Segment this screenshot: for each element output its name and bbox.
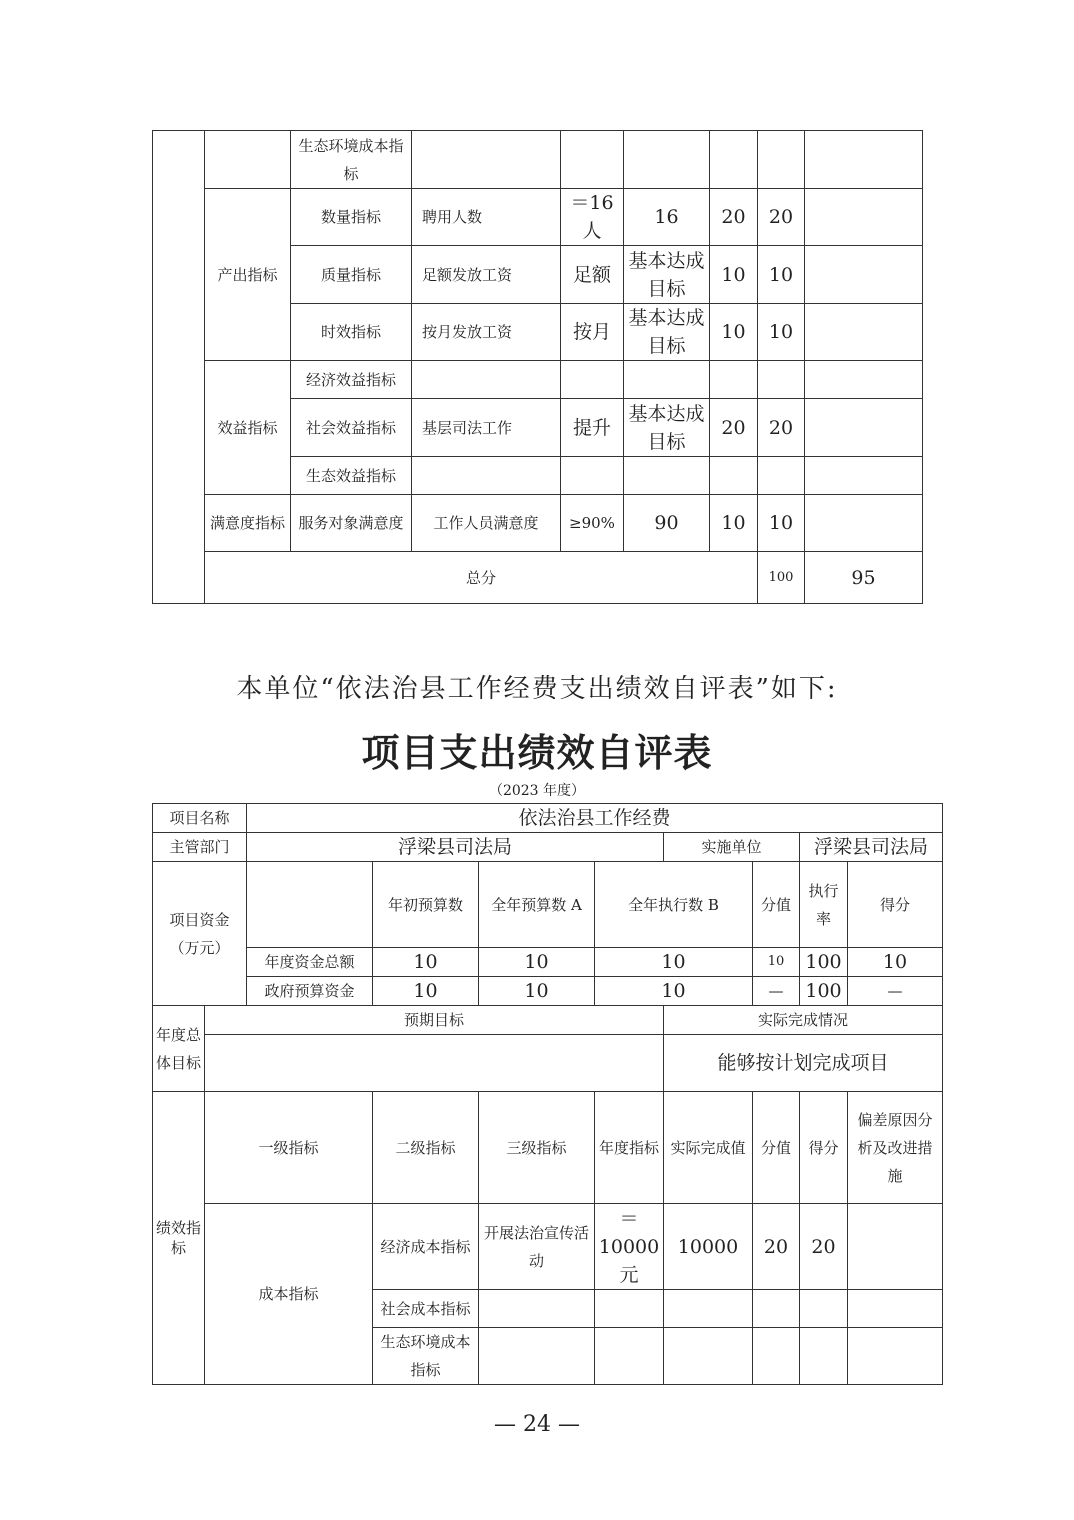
qty-target: ＝16人	[561, 189, 624, 246]
top-performance-table	[152, 130, 923, 604]
qty-got: 20	[758, 189, 805, 246]
h-initial: 年初预算数	[373, 862, 479, 948]
tf-rate: 100	[800, 948, 848, 977]
funds-label: 项目资金（万元）	[153, 862, 247, 1006]
total-got: 95	[805, 552, 923, 604]
tf-got: 10	[848, 948, 943, 977]
social-item: 基层司法工作	[412, 399, 561, 457]
project-name: 依法治县工作经费	[247, 804, 943, 833]
gf-got: —	[848, 977, 943, 1006]
perf-label: 绩效指标	[153, 1092, 205, 1385]
tf-exec: 10	[595, 948, 753, 977]
gf-exec: 10	[595, 977, 753, 1006]
eco-cost-label: 生态环境成本指标	[373, 1328, 479, 1385]
lvl2-header: 二级指标	[373, 1092, 479, 1204]
econ-cost-got: 20	[800, 1204, 848, 1290]
page-title: 项目支出绩效自评表	[361, 731, 713, 775]
total-label: 总分	[205, 552, 758, 604]
intro-sentence: 本单位“依法治县工作经费支出绩效自评表”如下:	[236, 674, 838, 704]
econ-cost-item: 开展法治宣传活动	[479, 1204, 595, 1290]
deviation-header: 偏差原因分析及改进措施	[848, 1092, 943, 1204]
actual-status-text: 能够按计划完成项目	[664, 1035, 943, 1092]
quality-target: 足额	[561, 246, 624, 304]
sat-actual: 90	[624, 495, 710, 552]
expected-goal-label: 预期目标	[205, 1006, 664, 1035]
actual-val-header: 实际完成值	[664, 1092, 753, 1204]
qty-score: 20	[710, 189, 758, 246]
qty-label: 数量指标	[291, 189, 412, 246]
impl-label: 实施单位	[664, 833, 800, 862]
h-got: 得分	[848, 862, 943, 948]
tf-full: 10	[479, 948, 595, 977]
eco-benefit-label: 生态效益指标	[291, 457, 412, 495]
quality-actual: 基本达成目标	[624, 246, 710, 304]
econ-cost-actual: 10000	[664, 1204, 753, 1290]
h-full: 全年预算数 A	[479, 862, 595, 948]
perf-blank-cell	[153, 131, 205, 604]
qty-item: 聘用人数	[412, 189, 561, 246]
cost-label: 成本指标	[205, 1204, 373, 1385]
time-got: 10	[758, 304, 805, 361]
service-sat-label: 服务对象满意度	[291, 495, 412, 552]
total-score: 100	[758, 552, 805, 604]
gf-score: —	[753, 977, 800, 1006]
econ-benefit-label: 经济效益指标	[291, 361, 412, 399]
dept-label: 主管部门	[153, 833, 247, 862]
dept-value: 浮梁县司法局	[247, 833, 664, 862]
output-label: 产出指标	[205, 189, 291, 361]
h-rate: 执行率	[800, 862, 848, 948]
social-benefit-label: 社会效益指标	[291, 399, 412, 457]
gf-full: 10	[479, 977, 595, 1006]
lvl1-header: 一级指标	[205, 1092, 373, 1204]
project-name-label: 项目名称	[153, 804, 247, 833]
gov-funds-label: 政府预算资金	[247, 977, 373, 1006]
gf-rate: 100	[800, 977, 848, 1006]
lvl3-header: 三级指标	[479, 1092, 595, 1204]
social-score: 20	[710, 399, 758, 457]
score-header: 分值	[753, 1092, 800, 1204]
sat-score: 10	[710, 495, 758, 552]
social-cost-label: 社会成本指标	[373, 1290, 479, 1328]
got-header: 得分	[800, 1092, 848, 1204]
time-score: 10	[710, 304, 758, 361]
year-subtitle: （2023 年度）	[488, 783, 586, 799]
annual-goal-label: 年度总体目标	[153, 1006, 205, 1092]
sat-target: ≥90%	[561, 495, 624, 552]
tf-initial: 10	[373, 948, 479, 977]
time-actual: 基本达成目标	[624, 304, 710, 361]
social-got: 20	[758, 399, 805, 457]
econ-cost-target: ＝10000元	[595, 1204, 664, 1290]
total-funds-label: 年度资金总额	[247, 948, 373, 977]
benefit-label: 效益指标	[205, 361, 291, 495]
sat-got: 10	[758, 495, 805, 552]
self-eval-table	[152, 803, 943, 1385]
impl-value: 浮梁县司法局	[800, 833, 943, 862]
h-exec: 全年执行数 B	[595, 862, 753, 948]
quality-item: 足额发放工资	[412, 246, 561, 304]
sat-item: 工作人员满意度	[412, 495, 561, 552]
annual-idx-header: 年度指标	[595, 1092, 664, 1204]
social-actual: 基本达成目标	[624, 399, 710, 457]
time-item: 按月发放工资	[412, 304, 561, 361]
tf-score: 10	[753, 948, 800, 977]
time-label: 时效指标	[291, 304, 412, 361]
cost-eco-env-label: 生态环境成本指标	[291, 131, 412, 189]
quality-got: 10	[758, 246, 805, 304]
econ-cost-score: 20	[753, 1204, 800, 1290]
h-score: 分值	[753, 862, 800, 948]
quality-label: 质量指标	[291, 246, 412, 304]
satisfaction-label: 满意度指标	[205, 495, 291, 552]
time-target: 按月	[561, 304, 624, 361]
econ-cost-label: 经济成本指标	[373, 1204, 479, 1290]
page-number: — 24 —	[494, 1412, 580, 1437]
actual-status-label: 实际完成情况	[664, 1006, 943, 1035]
social-target: 提升	[561, 399, 624, 457]
gf-initial: 10	[373, 977, 479, 1006]
qty-actual: 16	[624, 189, 710, 246]
quality-score: 10	[710, 246, 758, 304]
